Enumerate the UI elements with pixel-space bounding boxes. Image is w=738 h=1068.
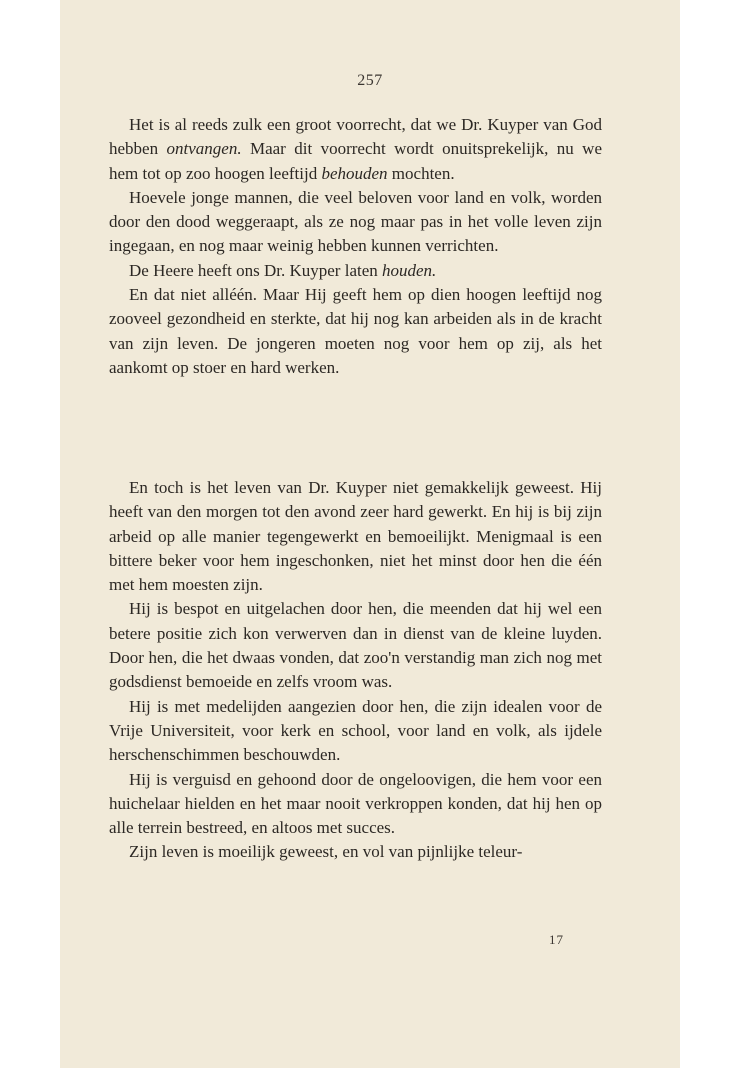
paragraph-6: Hij is bespot en uitgelachen door hen, die meenden dat hij wel een betere positie zich kon verwerven dan in dienst van de kleine luyden. Door hen, die het dwaas vonden, dat zoo'n verstandig man zich nog met godsdienst bemoeide en zelfs vroom was. bbox=[109, 599, 602, 692]
paragraph-1-text-a: Het is al reeds zulk een groot voorrecht, dat we Dr. Kuyper van God hebben bbox=[109, 115, 602, 159]
paragraph-9: Zijn leven is moeilijk geweest, en vol van pijnlijke teleur- bbox=[129, 842, 523, 862]
paragraph-1-italic-behouden: behouden bbox=[321, 163, 388, 183]
paragraph-2: Hoevele jonge mannen, die veel beloven voor land en volk, worden door den dood weggeraapt, als ze nog maar pas in het volle leven zijn ingegaan, en nog maar weinig hebben kunnen verrichten. bbox=[109, 187, 602, 256]
paragraph-1-text-c: Maar dit voorrecht wordt onuitsprekelijk, nu we hem tot op zoo hoogen leeftijd bbox=[109, 139, 603, 183]
paragraph-1-text-e: mochten. bbox=[387, 163, 455, 183]
signature-mark: 17 bbox=[549, 932, 564, 947]
paragraph-4: En dat niet alléén. Maar Hij geeft hem op dien hoogen leeftijd nog zooveel gezondheid en sterkte, dat hij nog kan arbeiden als in de kracht van zijn leven. De jongeren moeten nog voor hem op zij, als het aankomt op stoer en hard werken. bbox=[109, 285, 602, 377]
paragraph-3-text-a: De Heere heeft ons Dr. Kuyper laten bbox=[129, 260, 383, 280]
page-number: 257 bbox=[357, 72, 383, 89]
paragraph-8: Hij is verguisd en gehoond door de ongeloovigen, die hem voor een huichelaar hielden en het maar nooit verkroppen konden, dat hij hen op alle terrein bestreed, en altoos met succes. bbox=[109, 769, 602, 838]
paragraph-1 bbox=[109, 113, 602, 186]
paragraph-1-italic-ontvangen: ontvangen. bbox=[166, 139, 242, 159]
paragraph-7: Hij is met medelijden aangezien door hen, die zijn idealen voor de Vrije Universiteit, voor kerk en school, voor land en volk, als ijdele herschenschimmen beschouwden. bbox=[109, 696, 602, 765]
paragraph-3-italic-houden: houden. bbox=[382, 260, 437, 280]
text-section-2 bbox=[109, 476, 602, 865]
paragraph-5: En toch is het leven van Dr. Kuyper niet gemakkelijk geweest. Hij heeft van den morgen tot den avond zeer hard gewerkt. En hij is bij zijn arbeid op alle manier tegengewerkt en bemoeilijkt. Menigmaal is een bittere beker voor hem ingeschonken, niet het minst door hen die één met hem moesten zijn. bbox=[109, 478, 602, 595]
book-page bbox=[60, 0, 680, 1068]
text-section-1 bbox=[109, 113, 602, 380]
paragraph-3 bbox=[109, 259, 602, 283]
